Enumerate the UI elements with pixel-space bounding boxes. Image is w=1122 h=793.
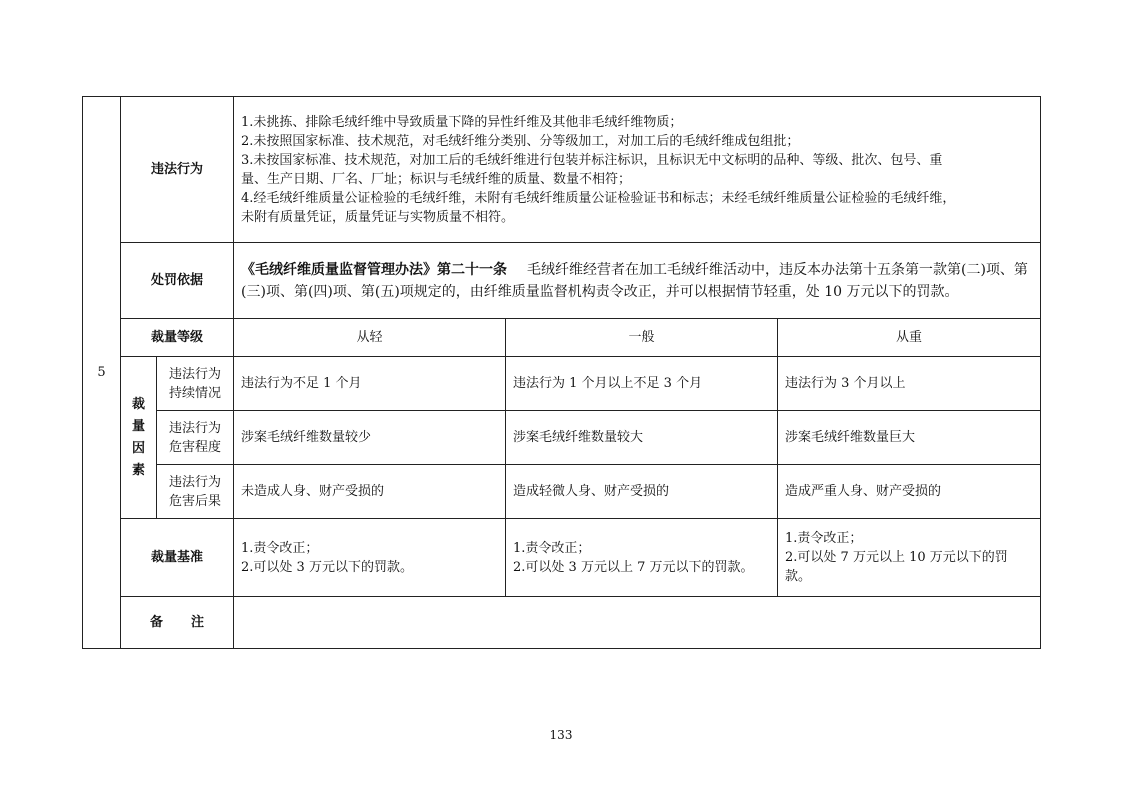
standard-heavy: 1.责令改正； 2.可以处 7 万元以上 10 万元以下的罚 款。 (778, 519, 1041, 597)
level-light: 从轻 (234, 319, 506, 357)
factor-value: 涉案毛绒纤维数量巨大 (778, 411, 1041, 465)
basis-text: 毛绒纤维经营者在加工毛绒纤维活动中，违反本办法第十五条第一款第(二)项、第(三)项、第(四)项、第(五)项规定的，由纤维质量监督机构责令改正，并可以根据情节轻重，处 10 万元以下的罚款。 (241, 261, 1028, 300)
factor-value: 未造成人身、财产受损的 (234, 465, 506, 519)
factor-row-duration (83, 357, 1041, 411)
violation-line: 3.未按国家标准、技术规范，对加工后的毛绒纤维进行包装并标注标识，且标识无中文标明的品种、等级、批次、包号、重 (241, 152, 943, 168)
level-heavy: 从重 (778, 319, 1041, 357)
basis-row (83, 243, 1041, 319)
penalty-discretion-table (82, 96, 1041, 649)
standard-row (83, 519, 1041, 597)
violation-content (234, 97, 1041, 243)
note-value (234, 597, 1041, 649)
violation-label: 违法行为 (121, 97, 234, 243)
violation-line: 未附有质量凭证，质量凭证与实物质量不相符。 (241, 209, 515, 225)
standard-label: 裁量基准 (121, 519, 234, 597)
factor-value: 违法行为 3 个月以上 (778, 357, 1041, 411)
level-normal: 一般 (506, 319, 778, 357)
factor-row-severity (83, 411, 1041, 465)
factors-label: 裁 量 因 素 (121, 357, 157, 519)
factor-value: 违法行为 1 个月以上不足 3 个月 (506, 357, 778, 411)
factor-name: 违法行为 危害程度 (157, 411, 234, 465)
basis-content (234, 243, 1041, 319)
factor-value: 涉案毛绒纤维数量较大 (506, 411, 778, 465)
violation-line: 1.未挑拣、排除毛绒纤维中导致质量下降的异性纤维及其他非毛绒纤维物质； (241, 114, 683, 130)
levels-label: 裁量等级 (121, 319, 234, 357)
factor-value: 造成轻微人身、财产受损的 (506, 465, 778, 519)
row-number: 5 (83, 97, 121, 649)
page-number: 133 (549, 728, 573, 742)
levels-row (83, 319, 1041, 357)
factor-name: 违法行为 危害后果 (157, 465, 234, 519)
note-label: 备 注 (121, 597, 234, 649)
factor-name: 违法行为 持续情况 (157, 357, 234, 411)
basis-label: 处罚依据 (121, 243, 234, 319)
violation-line: 4.经毛绒纤维质量公证检验的毛绒纤维，未附有毛绒纤维质量公证检验证书和标志；未经毛绒纤维质量公证检验的毛绒纤维， (241, 190, 956, 206)
factor-row-consequence (83, 465, 1041, 519)
violation-row (83, 97, 1041, 243)
violation-line: 2.未按照国家标准、技术规范，对毛绒纤维分类别、分等级加工，对加工后的毛绒纤维成包组批； (241, 133, 800, 149)
factor-value: 违法行为不足 1 个月 (234, 357, 506, 411)
factor-value: 造成严重人身、财产受损的 (778, 465, 1041, 519)
factor-value: 涉案毛绒纤维数量较少 (234, 411, 506, 465)
basis-title: 《毛绒纤维质量监督管理办法》第二十一条 (241, 261, 508, 278)
violation-line: 量、生产日期、厂名、厂址；标识与毛绒纤维的质量、数量不相符； (241, 171, 632, 187)
standard-light: 1.责令改正； 2.可以处 3 万元以下的罚款。 (234, 519, 506, 597)
standard-normal: 1.责令改正； 2.可以处 3 万元以上 7 万元以下的罚款。 (506, 519, 778, 597)
note-row (83, 597, 1041, 649)
